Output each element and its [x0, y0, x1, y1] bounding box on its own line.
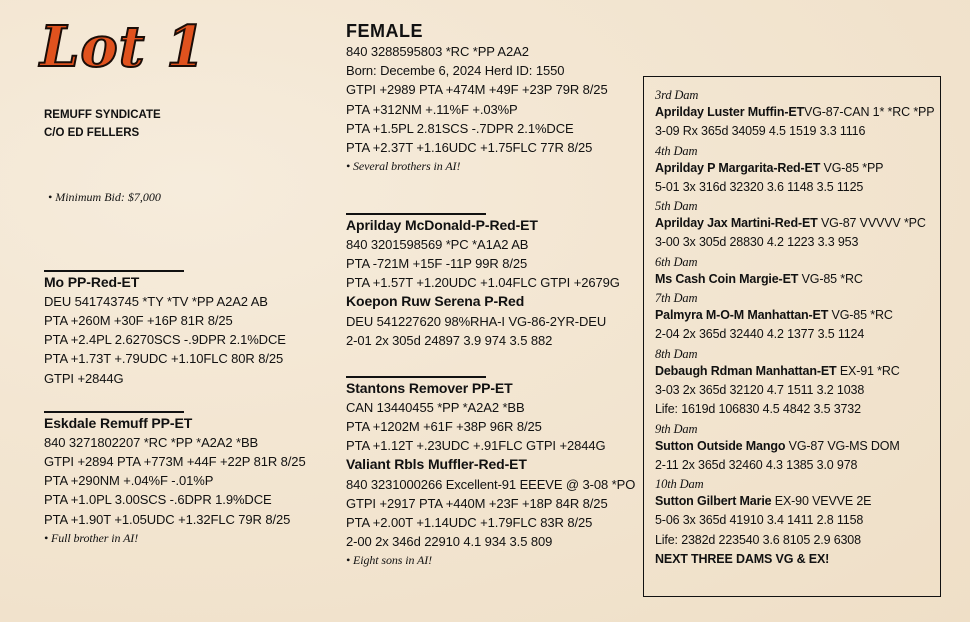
female-line: 840 3288595803 *RC *PP A2A2 [346, 44, 529, 59]
divider [346, 376, 486, 378]
second-dam-line: 840 3231000266 Excellent-91 EEEVE @ 3-08 *PO [346, 476, 636, 492]
dam-generation: 8th Dam [655, 346, 698, 361]
dam-entry-title: Aprilday P Margarita-Red-ET [655, 160, 821, 175]
female-line: Born: Decembe 6, 2024 Herd ID: 1550 [346, 63, 565, 79]
dam-line: DEU 541227620 98%RHA-I VG-86-2YR-DEU [346, 313, 607, 329]
dam-entry-classification: VG-87-CAN 1* *RC *PP [804, 105, 935, 119]
second-dam-line: PTA +2.00T +1.14UDC +1.79FLC 83R 8/25 [346, 515, 593, 531]
dam-entry-name [655, 103, 935, 122]
female-line: PTA +1.5PL 2.81SCS -.7DPR 2.1%DCE [346, 120, 574, 136]
dam-entry-name [655, 214, 930, 233]
dam-entry-name [655, 362, 930, 381]
second-dam-line: GTPI +2917 PTA +440M +23F +18P 84R 8/25 [346, 495, 608, 511]
female-block [346, 20, 608, 176]
dam-entry-record: 3-00 3x 305d 28830 4.2 1223 3.3 953 [655, 235, 859, 250]
dam-entry-record: 2-11 2x 365d 32460 4.3 1385 3.0 978 [655, 457, 858, 472]
mgs-name: Aprilday McDonald-P-Red-ET [346, 216, 538, 233]
divider [44, 411, 184, 413]
dam-entry-name [655, 270, 930, 289]
sibling-line: GTPI +2894 PTA +773M +44F +22P 81R 8/25 [44, 454, 306, 469]
dam-generation: 7th Dam [655, 291, 698, 306]
female-line: PTA +312NM +.11%F +.03%P [346, 101, 518, 117]
dam-entry-classification: VG-87 VVVVV *PC [817, 216, 926, 231]
dam-entry-title: Debaugh Rdman Manhattan-ET [655, 363, 837, 378]
dam-entry-name [655, 492, 930, 511]
dam-generation: 10th Dam [655, 477, 704, 492]
consignor-line: C/O ED FELLERS [44, 127, 140, 139]
sibling-block [44, 411, 306, 548]
dam-entry-classification: VG-85 *PP [820, 160, 884, 175]
dam-entry-record: 3-09 Rx 365d 34059 4.5 1519 3.3 1116 [655, 124, 866, 139]
sire-block [44, 270, 286, 388]
mmgs-line: PTA +1.12T +.23UDC +.91FLC GTPI +2844G [346, 438, 606, 454]
minimum-bid: • Minimum Bid: $7,000 [48, 190, 161, 204]
sibling-line: PTA +290NM +.04%F -.01%P [44, 473, 214, 489]
dam-entry-title: Sutton Outside Mango [655, 438, 786, 453]
dam-entry-classification: VG-85 *RC [798, 271, 863, 286]
dam-entry-title: Sutton Gilbert Marie [655, 494, 772, 509]
mgs-line: PTA +1.57T +1.20UDC +1.04FLC GTPI +2679G [346, 275, 620, 291]
mmgs-2nd-dam-block [346, 376, 635, 571]
dam-generation: 5th Dam [655, 199, 698, 214]
dam-entry-lifetime: Life: 1619d 106830 4.5 4842 3.5 3732 [655, 402, 861, 417]
divider [44, 270, 184, 272]
mgs-line: PTA -721M +15F -11P 99R 8/25 [346, 256, 528, 271]
mmgs-line: PTA +1202M +61F +38P 96R 8/25 [346, 419, 542, 434]
dam-entry-record: 3-03 2x 365d 32120 4.7 1511 3.2 1038 [655, 382, 865, 397]
consignor-line: REMUFF SYNDICATE [44, 109, 161, 121]
dam-name: Koepon Ruw Serena P-Red [346, 293, 525, 310]
dam-entry-name [655, 306, 930, 325]
mmgs-line: CAN 13440455 *PP *A2A2 *BB [346, 399, 525, 415]
second-dam-note: • Eight sons in AI! [346, 553, 433, 568]
dam-entry-classification: EX-91 *RC [836, 363, 900, 378]
mgs-line: 840 3201598569 *PC *A1A2 AB [346, 236, 529, 252]
dam-generation: 3rd Dam [655, 88, 699, 102]
dam-entry-lifetime: Life: 2382d 223540 3.6 8105 2.9 6308 [655, 532, 861, 547]
dam-generation: 6th Dam [655, 254, 698, 269]
dams-pedigree-box [643, 76, 941, 597]
mgs-dam-block [346, 213, 620, 350]
female-note: • Several brothers in AI! [346, 159, 461, 174]
dam-entry-classification: EX-90 VEVVE 2E [771, 494, 872, 509]
sibling-line: PTA +1.0PL 3.00SCS -.6DPR 1.9%DCE [44, 492, 272, 508]
dam-entry-record: 5-01 3x 316d 32320 3.6 1148 3.5 1125 [655, 179, 864, 194]
dam-generation: 9th Dam [655, 421, 698, 436]
divider [346, 213, 486, 215]
sibling-name: Eskdale Remuff PP-ET [44, 414, 193, 431]
female-heading: FEMALE [346, 21, 423, 41]
sire-line: DEU 541743745 *TY *TV *PP A2A2 AB [44, 293, 268, 309]
dam-entry-name [655, 437, 930, 456]
sibling-line: PTA +1.90T +1.05UDC +1.32FLC 79R 8/25 [44, 511, 291, 527]
dam-entry-title: Aprilday Luster Muffin-ET [655, 105, 805, 119]
dam-entry-classification: VG-87 VG-MS DOM [785, 438, 900, 453]
sire-line: PTA +1.73T +.79UDC +1.10FLC 80R 8/25 [44, 351, 284, 367]
sibling-line: 840 3271802207 *RC *PP *A2A2 *BB [44, 434, 259, 450]
second-dam-line: 2-00 2x 346d 22910 4.1 934 3.5 809 [346, 534, 553, 550]
female-line: GTPI +2989 PTA +474M +49F +23P 79R 8/25 [346, 82, 608, 98]
female-line: PTA +2.37T +1.16UDC +1.75FLC 77R 8/25 [346, 140, 593, 156]
sire-name: Mo PP-Red-ET [44, 273, 140, 290]
consignor [44, 106, 161, 142]
dam-entry-name [655, 159, 930, 178]
lot-title: Lot 1 [40, 14, 207, 80]
sire-line: PTA +260M +30F +16P 81R 8/25 [44, 313, 233, 328]
second-dam-name: Valiant Rbls Muffler-Red-ET [346, 456, 527, 473]
dam-entry-title: Aprilday Jax Martini-Red-ET [655, 216, 818, 231]
sibling-note: • Full brother in AI! [44, 530, 139, 545]
sire-line: PTA +2.4PL 2.6270SCS -.9DPR 2.1%DCE [44, 332, 286, 348]
mmgs-name: Stantons Remover PP-ET [346, 379, 513, 396]
dam-entry-classification: VG-85 *RC [828, 308, 893, 323]
dam-entry-record: 5-06 3x 365d 41910 3.4 1411 2.8 1158 [655, 513, 864, 528]
dam-entry-title: Ms Cash Coin Margie-ET [655, 271, 799, 286]
sire-line: GTPI +2844G [44, 370, 124, 386]
dams-footer: NEXT THREE DAMS VG & EX! [655, 552, 830, 567]
dam-entry-record: 2-04 2x 365d 32440 4.2 1377 3.5 1124 [655, 327, 865, 342]
dam-entry-title: Palmyra M-O-M Manhattan-ET [655, 308, 829, 323]
dam-generation: 4th Dam [655, 143, 698, 158]
dam-line: 2-01 2x 305d 24897 3.9 974 3.5 882 [346, 332, 553, 348]
